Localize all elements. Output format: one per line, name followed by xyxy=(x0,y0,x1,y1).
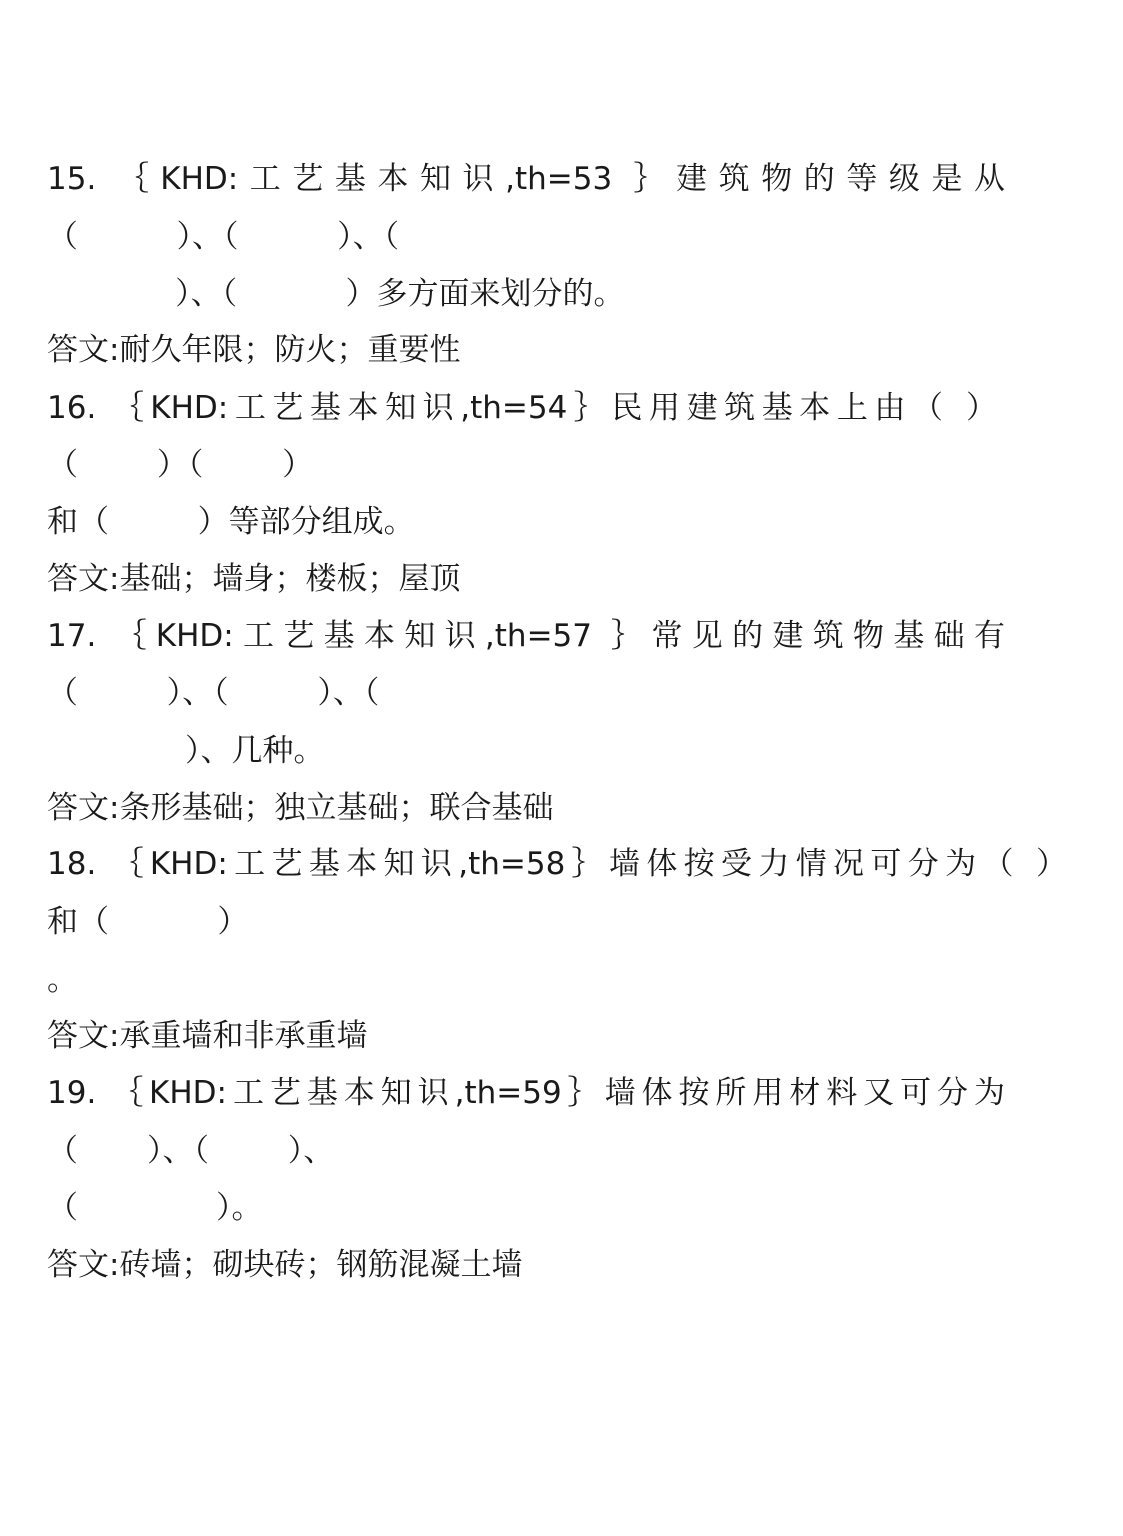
question-19-line-1: 19. ｛KHD:工艺基本知识,th=59｝墙体按所用材料又可分为 xyxy=(47,1075,1005,1111)
question-18-line-3: 。 xyxy=(47,962,78,998)
question-19-line-2: （ ）、（ ）、 xyxy=(47,1133,335,1169)
question-17-line-3: ）、几种。 xyxy=(47,733,325,769)
question-17-answer: 答文:条形基础；独立基础；联合基础 xyxy=(47,790,554,826)
question-16-line-1: 16. ｛KHD:工艺基本知识,th=54｝民用建筑基本上由（ ） xyxy=(47,390,997,426)
question-15-line-3: ）、（ ）多方面来划分的。 xyxy=(47,276,625,312)
question-18-line-1: 18. ｛KHD:工艺基本知识,th=58｝墙体按受力情况可分为（ ） xyxy=(47,846,1067,882)
question-15-line-1: 15. ｛KHD:工艺基本知识,th=53 ｝建筑物的等级是从 xyxy=(47,161,1005,197)
question-16-answer: 答文:基础；墙身；楼板；屋顶 xyxy=(47,561,461,597)
question-19-answer: 答文:砖墙；砌块砖；钢筋混凝土墙 xyxy=(47,1247,523,1283)
question-17-line-1: 17. ｛KHD:工艺基本知识,th=57 ｝常见的建筑物基础有 xyxy=(47,618,1005,654)
question-18-line-2: 和（ ） xyxy=(47,904,249,940)
question-18-answer: 答文:承重墙和非承重墙 xyxy=(47,1018,368,1054)
question-15-answer: 答文:耐久年限；防火；重要性 xyxy=(47,332,461,368)
question-16-line-3: 和（ ）等部分组成。 xyxy=(47,504,415,540)
question-15-line-2: （ ）、（ ）、（ xyxy=(47,219,400,255)
question-17-line-2: （ ）、（ ）、（ xyxy=(47,675,380,711)
question-19-line-3: （ ）。 xyxy=(47,1190,263,1226)
question-16-line-2: （ ）（ ） xyxy=(47,447,314,483)
